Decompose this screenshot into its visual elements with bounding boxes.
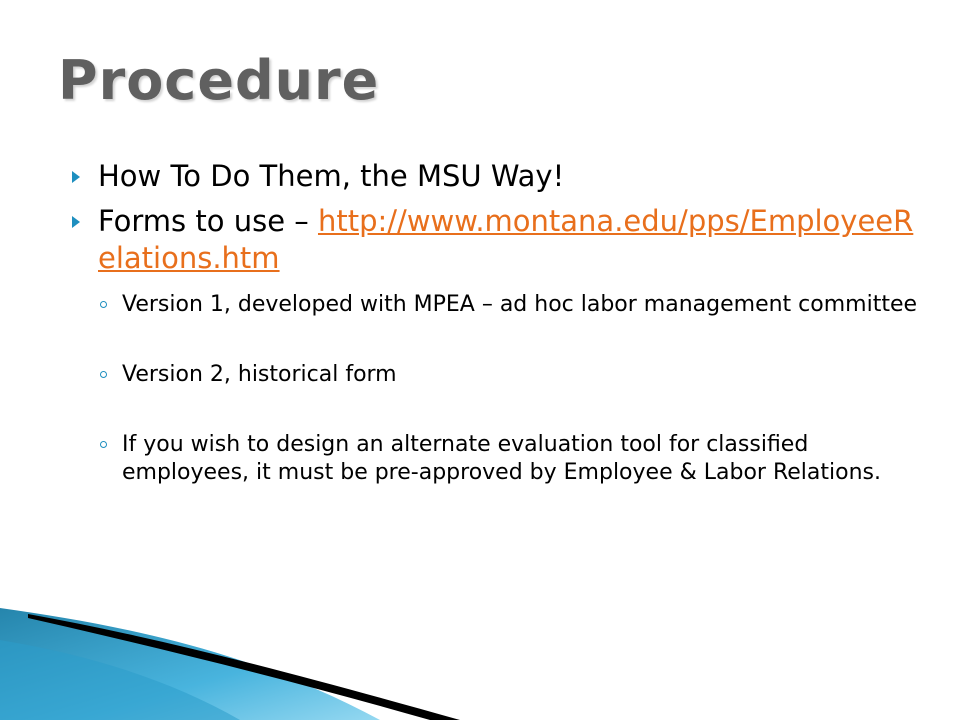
- sub-bullet-text: Version 2, historical form: [122, 362, 397, 387]
- slide-title: Procedure: [58, 49, 380, 112]
- sub-bullet-version-2: [64, 361, 924, 389]
- bullet-text: How To Do Them, the MSU Way!: [98, 159, 565, 193]
- sub-bullet-text: If you wish to design an alternate evaluation tool for classified employees, it must be pre-approved by Employee & Labor Relations.: [122, 432, 881, 485]
- slide-content: [64, 158, 924, 487]
- bullet-forms: [64, 203, 924, 277]
- forms-link[interactable]: http://www.montana.edu/pps/EmployeeRelations.htm: [98, 204, 914, 275]
- sub-bullet-text: Version 1, developed with MPEA – ad hoc labor management committee: [122, 292, 918, 317]
- circle-bullet-icon: [100, 371, 107, 378]
- circle-bullet-icon: [100, 301, 107, 308]
- sub-bullet-alternate-tool: [64, 431, 924, 487]
- bullet-msu-way: [64, 158, 924, 195]
- sub-bullets: [64, 291, 924, 487]
- triangle-bullet-icon: [72, 171, 80, 183]
- circle-bullet-icon: [100, 441, 107, 448]
- sub-bullet-version-1: [64, 291, 924, 319]
- triangle-bullet-icon: [72, 216, 80, 228]
- bullet-text: Forms to use –: [98, 204, 318, 238]
